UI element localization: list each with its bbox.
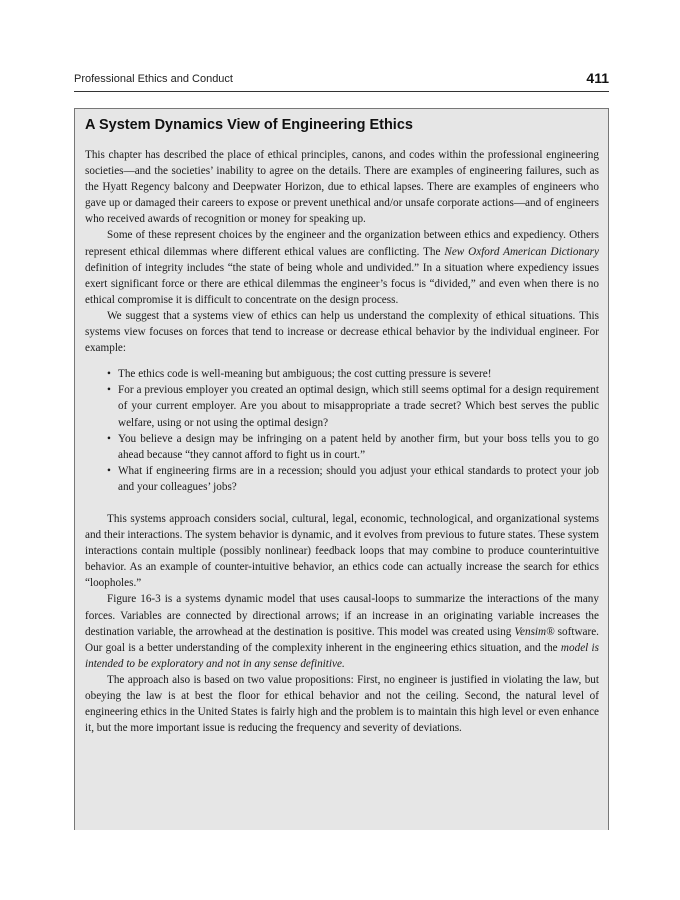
dictionary-title: New Oxford American Dictionary [444, 245, 599, 258]
list-item: • The ethics code is well-meaning but ambiguous; the cost cutting pressure is severe! [107, 366, 599, 382]
paragraph-5-middle: software. Our goal is a better understanding of the complexity inherent in the engineering ethics situation, and the [85, 625, 599, 654]
software-name: Vensim® [514, 625, 555, 638]
running-title: Professional Ethics and Conduct [74, 73, 233, 85]
list-item: • What if engineering firms are in a recession; should you adjust your ethical standards to protect your job and your colleagues’ jobs? [107, 463, 599, 495]
paragraph-4: This systems approach considers social, cultural, legal, economic, technological, and organizational systems and their interactions. The system behavior is dynamic, and it evolves from previous to future states. These system interactions contain multiple (possibly nonlinear) feedback loops that may combine to produce counterintuitive behavior. As an example of counter-intuitive behavior, an ethics code can actually increase the search for ethics “loopholes.” [85, 512, 599, 590]
paragraph-3: We suggest that a systems view of ethics can help us understand the complexity of ethical situations. This systems view focuses on forces that tend to increase or decrease ethical behavior by the individual engineer. For example: [85, 309, 599, 355]
sidebar-box [74, 108, 609, 830]
paragraph-5 [85, 591, 599, 671]
paragraph-6: The approach also is based on two value propositions: First, no engineer is justified in violating the law, but obeying the law is at best the floor for ethical behavior and not the ceiling. Second, the natural level of engineering ethics in the United States is fairly high and the problem is to maintain this high level or even enhance it, but the more important issue is reducing the frequency and severity of deviations. [85, 673, 599, 735]
running-header [74, 71, 609, 92]
paragraph-5-before: Figure 16-3 is a systems dynamic model that uses causal-loops to summarize the interactions of the many forces. Variables are connected by directional arrows; if an increase in an originating variable increases the destination variable, the arrowhead at the destination is positive. This model was created using [85, 593, 599, 638]
list-item: • For a previous employer you created an optimal design, which still seems optimal for a design requirement of your current employer. Are you about to misappropriate a trade secret? Which best serves the public welfare, using or not using the optimal design? [107, 382, 599, 430]
model-caveat: model is intended to be exploratory and not in any sense definitive. [85, 641, 599, 670]
paragraph-2-after: definition of integrity includes “the state of being whole and undivided.” In a situation where expediency issues exert significant force or there are ethical dilemmas the engineer’s focus is “divided,” and even when there is no ethical compromise it is difficult to concentrate on the design process. [85, 261, 599, 306]
paragraph-1: This chapter has described the place of ethical principles, canons, and codes within the professional engineering societies—and the societies’ inability to agree on the details. There are examples of engineering failures, such as the Hyatt Regency balcony and Deepwater Horizon, due to ethical lapses. There are examples of engineers who gave up or damaged their careers to expose or prevent unethical and/or unsafe corporate actions—and of engineers who received awards of recognition or money for speaking up. [85, 149, 599, 226]
page-number: 411 [586, 70, 609, 86]
paragraph-2-before: Some of these represent choices by the engineer and the organization between ethics and expediency. Others represent ethical dilemmas where different ethical values are conflicting. The [85, 229, 599, 258]
list-item: • You believe a design may be infringing on a patent held by another firm, but your boss tells you to go ahead because “they cannot afford to fight us in court.” [107, 431, 599, 463]
box-body [85, 147, 599, 736]
box-title: A System Dynamics View of Engineering Ethics [85, 117, 413, 133]
paragraph-2 [85, 227, 599, 307]
example-list [85, 366, 599, 495]
